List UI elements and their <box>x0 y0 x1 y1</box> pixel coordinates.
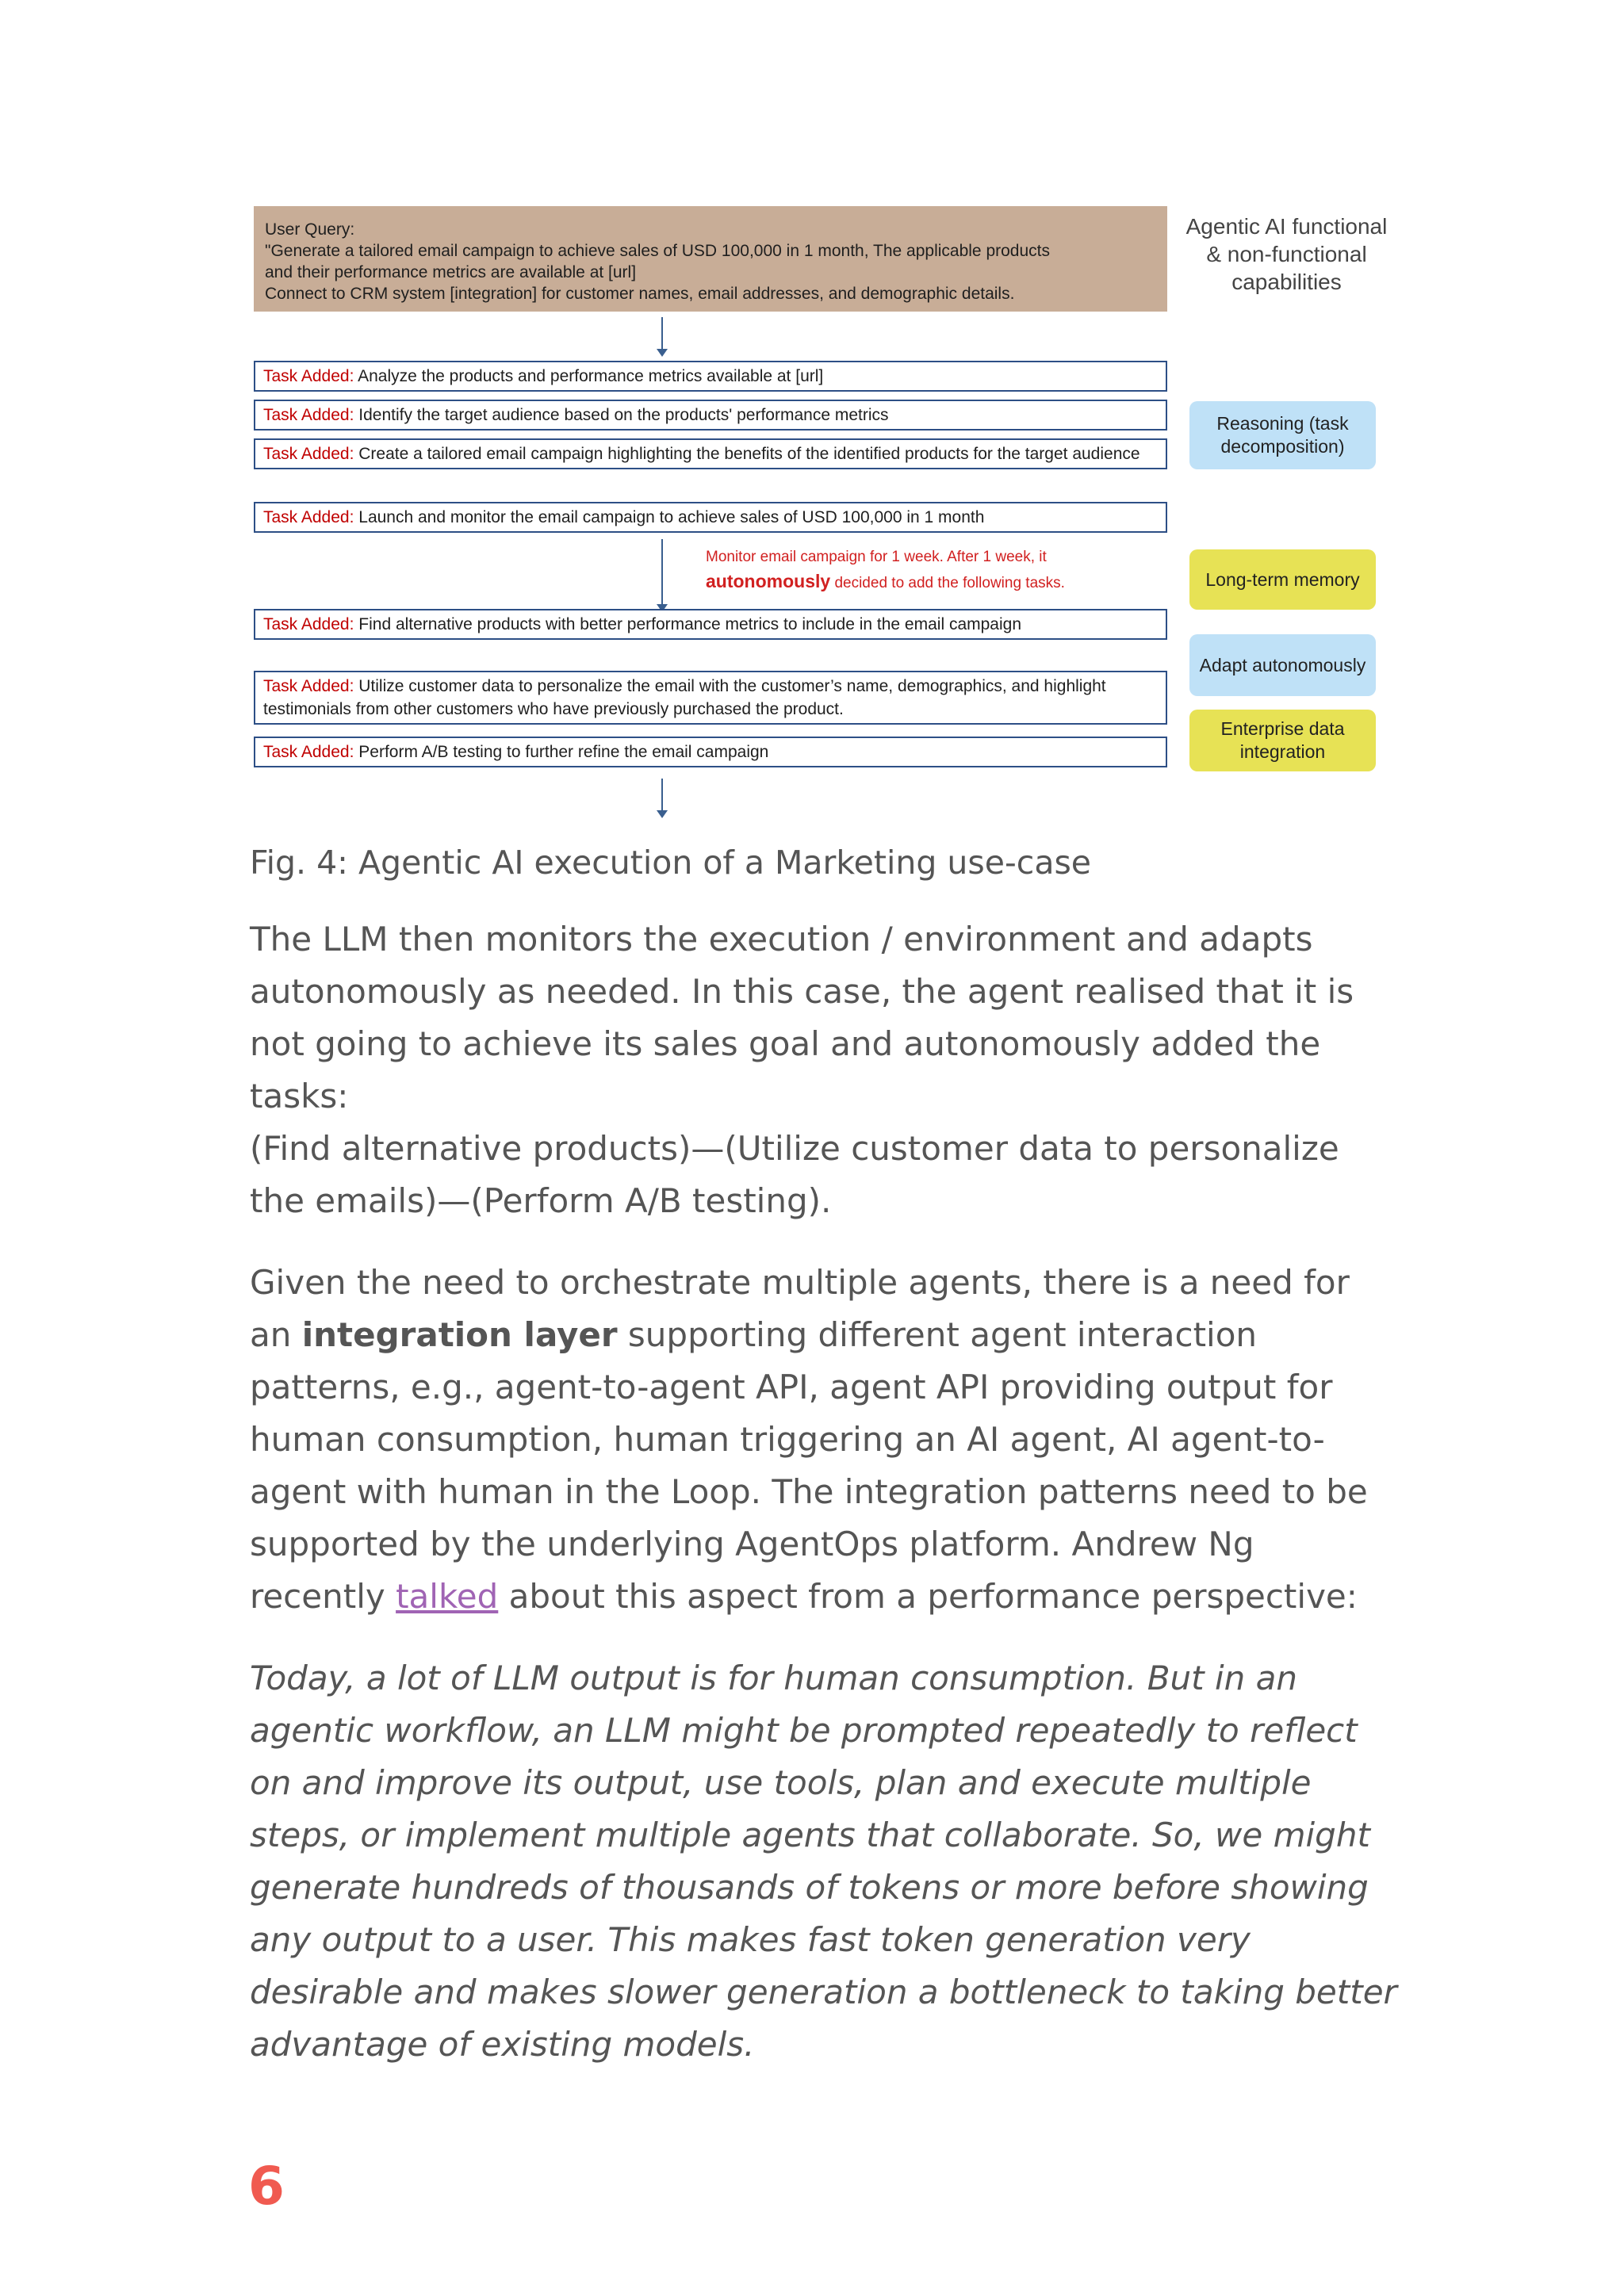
note-line: Monitor email campaign for 1 week. After 1 week, it <box>706 549 1047 565</box>
quote-line: any output to a user. This makes fast token generation very <box>250 1920 1251 1959</box>
capability-enterprise-data: Enterprise data integration <box>1189 710 1376 771</box>
text-line: human consumption, human triggering an AI agent, AI agent-to- <box>250 1420 1325 1459</box>
paragraph-adaptation <box>250 913 1392 1227</box>
task-added-tag: Task Added: <box>263 677 354 695</box>
flow-arrow <box>661 779 663 817</box>
text-line: autonomously as needed. In this case, the agent realised that it is <box>250 972 1354 1011</box>
task-text: Find alternative products with better performance metrics to include in the email campaign <box>358 615 1021 633</box>
text-line: supported by the underlying AgentOps platform. Andrew Ng <box>250 1525 1254 1563</box>
task-text: Identify the target audience based on the products' performance metrics <box>358 406 889 424</box>
user-query-box <box>254 206 1167 312</box>
text-line <box>250 1309 1392 1361</box>
capability-adapt-autonomously: Adapt autonomously <box>1189 634 1376 696</box>
task-text: Analyze the products and performance metrics available at [url] <box>358 367 824 385</box>
task-box <box>254 400 1167 430</box>
task-added-tag: Task Added: <box>263 445 354 463</box>
figure-caption: Fig. 4: Agentic AI execution of a Marketing use-case <box>250 844 1092 882</box>
task-box <box>254 502 1167 533</box>
text-line <box>250 1571 1392 1623</box>
task-added-tag: Task Added: <box>263 508 354 526</box>
note-line: decided to add the following tasks. <box>834 575 1065 591</box>
task-box <box>254 438 1167 469</box>
task-text: Utilize customer data to personalize the email with the customer’s name, demographics, and highlight testimonials from other customers who have previously purchased the product. <box>263 677 1106 718</box>
text-line: patterns, e.g., agent-to-agent API, agent API providing output for <box>250 1368 1333 1406</box>
flow-arrow <box>661 539 663 610</box>
text-line: Given the need to orchestrate multiple agents, there is a need for <box>250 1263 1350 1302</box>
task-box <box>254 361 1167 392</box>
task-text: Launch and monitor the email campaign to achieve sales of USD 100,000 in 1 month <box>358 508 985 526</box>
query-line: Connect to CRM system [integration] for customer names, email addresses, and demographic details. <box>265 285 1015 303</box>
text-line: tasks: <box>250 1077 349 1115</box>
task-box <box>254 737 1167 767</box>
bold-term: integration layer <box>301 1315 618 1354</box>
task-box <box>254 671 1167 725</box>
andrew-ng-quote <box>250 1652 1397 2071</box>
figure-task-flow <box>250 205 1170 823</box>
note-emphasis: autonomously <box>706 571 831 591</box>
quote-line: advantage of existing models. <box>250 2025 755 2064</box>
capability-reasoning: Reasoning (task decomposition) <box>1189 401 1376 469</box>
talked-link[interactable]: talked <box>396 1577 499 1616</box>
task-added-tag: Task Added: <box>263 406 354 424</box>
query-line: "Generate a tailored email campaign to achieve sales of USD 100,000 in 1 month, The applicable products <box>265 242 1050 260</box>
text-segment: supporting different agent interaction <box>617 1315 1258 1354</box>
capabilities-title: Agentic AI functional & non-functional capabilities <box>1185 214 1388 294</box>
text-line: not going to achieve its sales goal and autonomously added the <box>250 1024 1321 1063</box>
quote-line: desirable and makes slower generation a bottleneck to taking better <box>250 1973 1397 2011</box>
task-text: Perform A/B testing to further refine the email campaign <box>358 743 769 761</box>
text-line: (Find alternative products)—(Utilize customer data to personalize <box>250 1129 1339 1168</box>
figure-agentic-ai-marketing <box>250 205 1392 823</box>
quote-line: on and improve its output, use tools, plan and execute multiple <box>250 1763 1312 1802</box>
task-added-tag: Task Added: <box>263 615 354 633</box>
text-line: agent with human in the Loop. The integration patterns need to be <box>250 1472 1368 1511</box>
quote-line: generate hundreds of thousands of tokens or more before showing <box>250 1868 1369 1907</box>
page-number: 6 <box>248 2156 285 2217</box>
text-segment: recently <box>250 1577 396 1616</box>
task-added-tag: Task Added: <box>263 367 354 385</box>
autonomous-note <box>706 545 1150 595</box>
text-segment: an <box>250 1315 302 1354</box>
task-box <box>254 609 1167 640</box>
quote-line: agentic workflow, an LLM might be prompted repeatedly to reflect <box>250 1711 1358 1750</box>
task-added-tag: Task Added: <box>263 743 354 761</box>
text-line: The LLM then monitors the execution / environment and adapts <box>250 920 1313 959</box>
quote-line: Today, a lot of LLM output is for human consumption. But in an <box>250 1659 1297 1697</box>
quote-line: steps, or implement multiple agents that collaborate. So, we might <box>250 1816 1370 1854</box>
query-line: User Query: <box>265 220 355 239</box>
task-text: Create a tailored email campaign highlighting the benefits of the identified products for the target audience <box>358 445 1140 463</box>
paragraph-integration-layer <box>250 1257 1392 1623</box>
flow-arrow <box>661 317 663 355</box>
capability-long-term-memory: Long-term memory <box>1189 549 1376 610</box>
query-line: and their performance metrics are available at [url] <box>265 263 637 281</box>
capabilities-column <box>1182 205 1392 823</box>
text-line: the emails)—(Perform A/B testing). <box>250 1181 832 1220</box>
text-segment: about this aspect from a performance perspective: <box>498 1577 1358 1616</box>
